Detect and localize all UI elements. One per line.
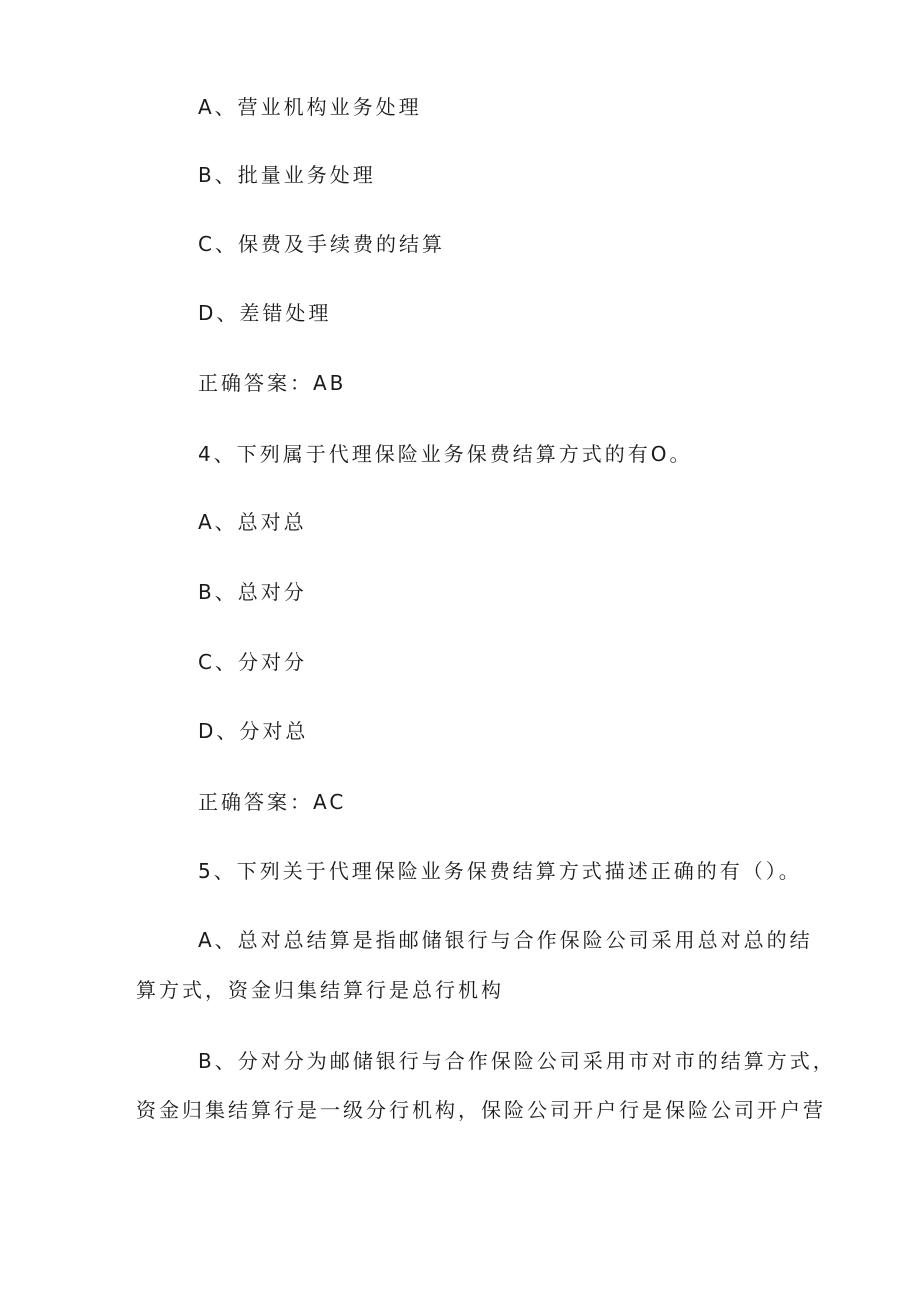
option-b-previous-question: B、批量业务处理: [198, 163, 376, 187]
answer-previous-question: 正确答案：AB: [198, 371, 347, 395]
option-c-previous-question: C、保费及手续费的结算: [198, 232, 445, 256]
question-4-title: 4、下列属于代理保险业务保费结算方式的有O。: [198, 442, 693, 466]
option-d-previous-question: D、差错处理: [198, 301, 332, 325]
question-5-option-b-line-2: 资金归集结算行是一级分行机构，保险公司开户行是保险公司开户营: [136, 1098, 826, 1122]
question-5-option-a-line-2: 算方式，资金归集结算行是总行机构: [136, 978, 504, 1002]
question-5-title: 5、下列关于代理保险业务保费结算方式描述正确的有（）。: [198, 859, 802, 883]
question-4-option-b: B、总对分: [198, 580, 307, 604]
question-4-answer: 正确答案：AC: [198, 790, 347, 814]
question-5-option-a-line-1: A、总对总结算是指邮储银行与合作保险公司采用总对总的结: [198, 928, 813, 952]
question-5-option-b-line-1: B、分对分为邮储银行与合作保险公司采用市对市的结算方式，: [198, 1049, 836, 1073]
question-4-option-c: C、分对分: [198, 650, 307, 674]
question-4-option-d: D、分对总: [198, 719, 309, 743]
option-a-previous-question: A、营业机构业务处理: [198, 95, 422, 119]
question-4-option-a: A、总对总: [198, 510, 307, 534]
